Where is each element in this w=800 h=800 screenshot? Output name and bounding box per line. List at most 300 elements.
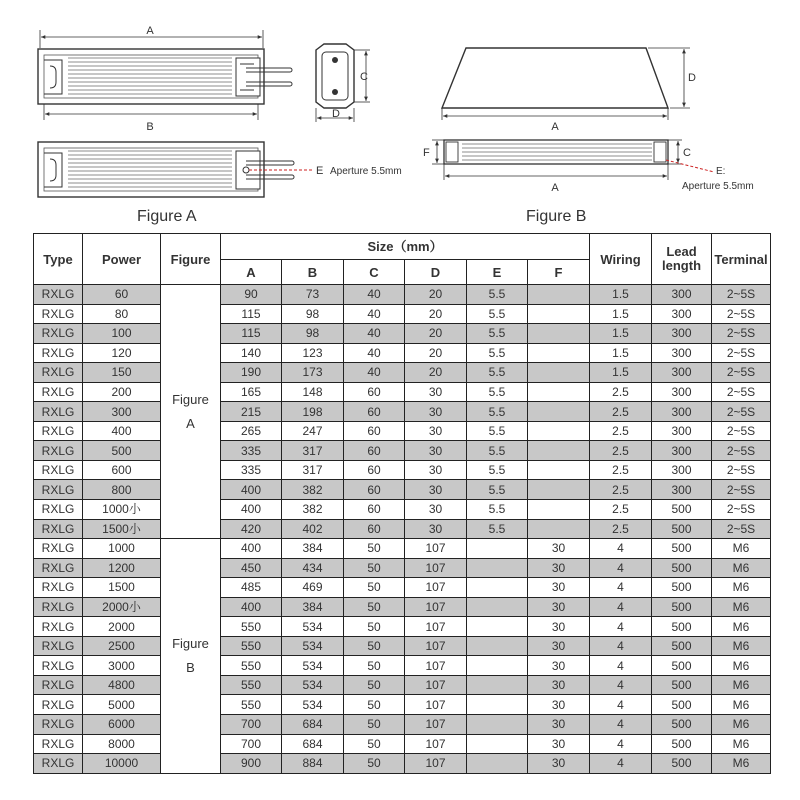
table-row [34,695,771,715]
spec-table-body [34,285,771,774]
cell-size-d: 107 [405,675,467,695]
cell-size-f: 30 [528,734,590,754]
cell-size-c: 50 [344,597,405,617]
cell-terminal: 2~5S [712,421,771,441]
cell-lead-length: 300 [652,343,712,363]
cell-wiring: 1.5 [590,285,652,305]
cell-size-e: 5.5 [467,324,528,344]
cell-type: RXLG [34,754,83,774]
cell-lead-length: 500 [652,656,712,676]
dim-b-label: B [146,121,154,133]
cell-wiring: 2.5 [590,382,652,402]
cell-size-e: 5.5 [467,402,528,422]
figure-b-top-view [423,140,754,194]
cell-size-e [467,578,528,598]
cell-wiring: 2.5 [590,480,652,500]
cell-size-f [528,304,590,324]
table-row [34,304,771,324]
table-row [34,441,771,461]
cell-size-d: 30 [405,460,467,480]
cell-size-d: 107 [405,617,467,637]
cell-size-a: 900 [221,754,282,774]
table-row [34,519,771,539]
cell-lead-length: 500 [652,597,712,617]
table-row [34,656,771,676]
cell-size-e [467,734,528,754]
cell-power: 8000 [83,734,161,754]
cell-size-e [467,656,528,676]
cell-size-c: 50 [344,539,405,559]
cell-lead-length: 300 [652,324,712,344]
cell-wiring: 2.5 [590,519,652,539]
cell-size-e [467,597,528,617]
figure-label-line: Figure [172,391,209,407]
cell-size-e [467,539,528,559]
cell-size-f [528,285,590,305]
cell-size-f: 30 [528,578,590,598]
cell-size-a: 90 [221,285,282,305]
cell-wiring: 1.5 [590,304,652,324]
cell-size-c: 60 [344,402,405,422]
cell-size-e [467,695,528,715]
cell-terminal: M6 [712,597,771,617]
table-row [34,558,771,578]
cell-power: 200 [83,382,161,402]
cell-wiring: 4 [590,617,652,637]
dim-a-b-label: A [551,121,559,133]
cell-size-b: 317 [282,460,344,480]
cell-size-b: 534 [282,636,344,656]
cell-terminal: M6 [712,656,771,676]
cell-size-d: 107 [405,539,467,559]
header-size-a: A [221,260,282,285]
cell-power: 1000 [83,539,161,559]
cell-lead-length: 300 [652,402,712,422]
cell-size-a: 265 [221,421,282,441]
cell-power: 600 [83,460,161,480]
header-size-f: F [528,260,590,285]
table-row [34,500,771,520]
header-terminal: Terminal [712,234,771,285]
cell-wiring: 4 [590,715,652,735]
cell-size-c: 50 [344,656,405,676]
cell-power: 10000 [83,754,161,774]
cell-size-c: 40 [344,304,405,324]
cell-terminal: M6 [712,675,771,695]
header-power: Power [83,234,161,285]
cell-size-b: 73 [282,285,344,305]
cell-size-d: 30 [405,441,467,461]
cell-size-a: 400 [221,480,282,500]
cell-size-e: 5.5 [467,304,528,324]
cell-power: 5000 [83,695,161,715]
header-size: Size（mm） [221,234,590,260]
cell-size-a: 190 [221,363,282,383]
cell-type: RXLG [34,519,83,539]
header-type: Type [34,234,83,285]
cell-type: RXLG [34,597,83,617]
cell-size-b: 684 [282,715,344,735]
table-row [34,715,771,735]
cell-power: 150 [83,363,161,383]
cell-terminal: 2~5S [712,363,771,383]
cell-size-a: 335 [221,441,282,461]
cell-type: RXLG [34,363,83,383]
cell-size-d: 107 [405,695,467,715]
cell-terminal: M6 [712,734,771,754]
cell-power: 2000小 [83,597,161,617]
cell-size-d: 107 [405,734,467,754]
cell-size-a: 215 [221,402,282,422]
cell-size-c: 60 [344,519,405,539]
cell-terminal: 2~5S [712,460,771,480]
cell-type: RXLG [34,539,83,559]
cell-wiring: 2.5 [590,500,652,520]
cell-size-f [528,441,590,461]
cell-terminal: 2~5S [712,500,771,520]
cell-size-c: 40 [344,285,405,305]
cell-wiring: 4 [590,656,652,676]
cell-size-f [528,500,590,520]
cell-size-a: 550 [221,656,282,676]
cell-power: 120 [83,343,161,363]
cell-size-c: 50 [344,695,405,715]
cell-size-a: 335 [221,460,282,480]
spec-table [33,233,771,774]
cell-size-b: 98 [282,324,344,344]
cell-size-d: 20 [405,363,467,383]
cell-terminal: 2~5S [712,480,771,500]
cell-terminal: 2~5S [712,343,771,363]
header-lead-length: Lead length [652,234,712,285]
cell-size-a: 550 [221,675,282,695]
cell-type: RXLG [34,695,83,715]
cell-power: 4800 [83,675,161,695]
cell-size-e: 5.5 [467,382,528,402]
cell-terminal: M6 [712,617,771,637]
cell-lead-length: 300 [652,421,712,441]
cell-size-d: 20 [405,304,467,324]
cell-size-a: 115 [221,304,282,324]
header-wiring: Wiring [590,234,652,285]
cell-type: RXLG [34,382,83,402]
cell-power: 300 [83,402,161,422]
table-row [34,285,771,305]
cell-power: 6000 [83,715,161,735]
cell-size-f: 30 [528,539,590,559]
cell-size-f: 30 [528,636,590,656]
cell-lead-length: 500 [652,754,712,774]
cell-size-b: 317 [282,441,344,461]
cell-size-e: 5.5 [467,363,528,383]
cell-terminal: 2~5S [712,324,771,344]
cell-size-b: 534 [282,675,344,695]
cell-power: 1000小 [83,500,161,520]
cell-size-a: 450 [221,558,282,578]
dim-f-label: F [423,147,430,159]
cell-type: RXLG [34,402,83,422]
cell-size-b: 469 [282,578,344,598]
cell-type: RXLG [34,636,83,656]
table-row [34,636,771,656]
figure-a-caption: Figure A [137,208,197,225]
cell-power: 800 [83,480,161,500]
dim-c-label: C [360,71,368,83]
cell-size-f [528,343,590,363]
cell-size-c: 50 [344,675,405,695]
figure-a-bottom-view [38,142,402,197]
cell-type: RXLG [34,441,83,461]
cell-size-b: 534 [282,617,344,637]
table-row [34,754,771,774]
cell-lead-length: 300 [652,460,712,480]
cell-size-b: 173 [282,363,344,383]
cell-size-c: 50 [344,578,405,598]
table-row [34,734,771,754]
cell-lead-length: 500 [652,500,712,520]
cell-lead-length: 300 [652,382,712,402]
cell-lead-length: 300 [652,304,712,324]
cell-wiring: 4 [590,754,652,774]
cell-size-f [528,382,590,402]
cell-lead-length: 300 [652,285,712,305]
cell-size-d: 30 [405,421,467,441]
cell-size-c: 50 [344,715,405,735]
cell-terminal: 2~5S [712,402,771,422]
cell-size-e [467,715,528,735]
cell-lead-length: 500 [652,519,712,539]
cell-power: 80 [83,304,161,324]
cell-size-c: 40 [344,324,405,344]
dim-e-b-label: E: [716,166,726,177]
cell-lead-length: 300 [652,480,712,500]
cell-size-b: 684 [282,734,344,754]
cell-size-c: 60 [344,382,405,402]
cell-size-a: 550 [221,617,282,637]
cell-size-f [528,363,590,383]
cell-size-e: 5.5 [467,285,528,305]
cell-size-d: 107 [405,754,467,774]
cell-size-b: 384 [282,539,344,559]
dim-c-b-label: C [683,147,691,159]
cell-size-b: 98 [282,304,344,324]
cell-wiring: 2.5 [590,441,652,461]
cell-size-a: 550 [221,636,282,656]
cell-type: RXLG [34,734,83,754]
table-row [34,382,771,402]
cell-lead-length: 500 [652,636,712,656]
cell-size-b: 382 [282,480,344,500]
cell-size-a: 115 [221,324,282,344]
cell-size-d: 107 [405,597,467,617]
cell-size-d: 20 [405,343,467,363]
table-row [34,324,771,344]
cell-wiring: 4 [590,695,652,715]
cell-wiring: 1.5 [590,324,652,344]
cell-terminal: M6 [712,695,771,715]
cell-size-b: 402 [282,519,344,539]
cell-size-c: 60 [344,441,405,461]
cell-lead-length: 500 [652,539,712,559]
cell-size-f [528,324,590,344]
cell-size-f: 30 [528,656,590,676]
cell-size-a: 485 [221,578,282,598]
cell-size-a: 400 [221,539,282,559]
cell-size-f: 30 [528,715,590,735]
cell-terminal: 2~5S [712,285,771,305]
cell-size-f: 30 [528,695,590,715]
cell-size-f [528,519,590,539]
cell-size-d: 30 [405,402,467,422]
cell-size-c: 50 [344,558,405,578]
cell-size-f [528,480,590,500]
cell-size-d: 107 [405,656,467,676]
cell-power: 100 [83,324,161,344]
cell-size-e: 5.5 [467,519,528,539]
cell-size-b: 434 [282,558,344,578]
table-row [34,402,771,422]
cell-power: 400 [83,421,161,441]
cell-size-d: 30 [405,382,467,402]
figure-a-top-view [38,25,292,133]
cell-size-b: 884 [282,754,344,774]
table-row [34,480,771,500]
cell-size-d: 30 [405,480,467,500]
cell-size-d: 107 [405,636,467,656]
cell-size-f: 30 [528,558,590,578]
header-size-b: B [282,260,344,285]
cell-size-c: 40 [344,343,405,363]
cell-size-f: 30 [528,597,590,617]
header-figure: Figure [161,234,221,285]
cell-type: RXLG [34,500,83,520]
cell-size-d: 20 [405,324,467,344]
cell-wiring: 4 [590,734,652,754]
cell-size-c: 40 [344,363,405,383]
cell-terminal: 2~5S [712,441,771,461]
cell-size-a: 165 [221,382,282,402]
cell-type: RXLG [34,480,83,500]
cell-size-e [467,636,528,656]
cell-size-e: 5.5 [467,480,528,500]
cell-size-c: 50 [344,636,405,656]
cell-lead-length: 500 [652,578,712,598]
cell-type: RXLG [34,715,83,735]
table-row [34,675,771,695]
cell-size-b: 384 [282,597,344,617]
cell-size-a: 420 [221,519,282,539]
cell-power: 1200 [83,558,161,578]
cell-size-a: 140 [221,343,282,363]
cell-wiring: 2.5 [590,402,652,422]
cell-wiring: 4 [590,675,652,695]
cell-terminal: 2~5S [712,304,771,324]
header-size-c: C [344,260,405,285]
cell-power: 3000 [83,656,161,676]
figure-label-line: Figure [172,635,209,651]
cell-power: 1500 [83,578,161,598]
cell-type: RXLG [34,617,83,637]
cell-size-d: 20 [405,285,467,305]
cell-terminal: 2~5S [712,382,771,402]
cell-lead-length: 500 [652,617,712,637]
table-row [34,343,771,363]
table-row [34,578,771,598]
cell-size-a: 400 [221,500,282,520]
cell-size-b: 123 [282,343,344,363]
cell-lead-length: 300 [652,363,712,383]
cell-power: 60 [83,285,161,305]
cell-size-c: 60 [344,421,405,441]
table-row [34,539,771,559]
cell-power: 2000 [83,617,161,637]
cell-size-e [467,675,528,695]
cell-size-e [467,754,528,774]
cell-wiring: 1.5 [590,363,652,383]
cell-size-c: 50 [344,754,405,774]
figure-label-line: A [186,415,195,431]
cell-size-a: 400 [221,597,282,617]
cell-lead-length: 500 [652,558,712,578]
cell-size-e: 5.5 [467,441,528,461]
dim-e-label: E [316,165,324,177]
cell-type: RXLG [34,656,83,676]
cell-wiring: 2.5 [590,460,652,480]
cell-lead-length: 300 [652,441,712,461]
figure-b-side-view [442,48,696,133]
cell-lead-length: 500 [652,715,712,735]
header-size-e: E [467,260,528,285]
table-row [34,617,771,637]
cell-type: RXLG [34,285,83,305]
cell-lead-length: 500 [652,695,712,715]
cell-size-d: 107 [405,715,467,735]
cell-terminal: 2~5S [712,519,771,539]
dim-a2-b-label: A [551,182,559,194]
cell-type: RXLG [34,421,83,441]
cell-type: RXLG [34,343,83,363]
figure-a-cell [161,285,221,539]
cell-size-b: 198 [282,402,344,422]
cell-size-f [528,421,590,441]
table-row [34,421,771,441]
cell-terminal: M6 [712,636,771,656]
cell-size-f: 30 [528,617,590,637]
cell-wiring: 4 [590,558,652,578]
cell-size-b: 148 [282,382,344,402]
cell-size-f [528,460,590,480]
cell-size-c: 50 [344,617,405,637]
cell-size-d: 30 [405,519,467,539]
cell-power: 2500 [83,636,161,656]
cell-wiring: 4 [590,597,652,617]
cell-type: RXLG [34,304,83,324]
cell-terminal: M6 [712,715,771,735]
cell-lead-length: 500 [652,734,712,754]
drawings-area [0,0,800,232]
cell-size-e: 5.5 [467,500,528,520]
cell-size-b: 534 [282,695,344,715]
figure-b-cell [161,539,221,774]
cell-wiring: 4 [590,539,652,559]
cell-terminal: M6 [712,539,771,559]
cell-size-b: 247 [282,421,344,441]
cell-wiring: 1.5 [590,343,652,363]
cell-terminal: M6 [712,754,771,774]
cell-size-d: 30 [405,500,467,520]
cell-size-e: 5.5 [467,343,528,363]
technical-drawings [0,0,800,232]
